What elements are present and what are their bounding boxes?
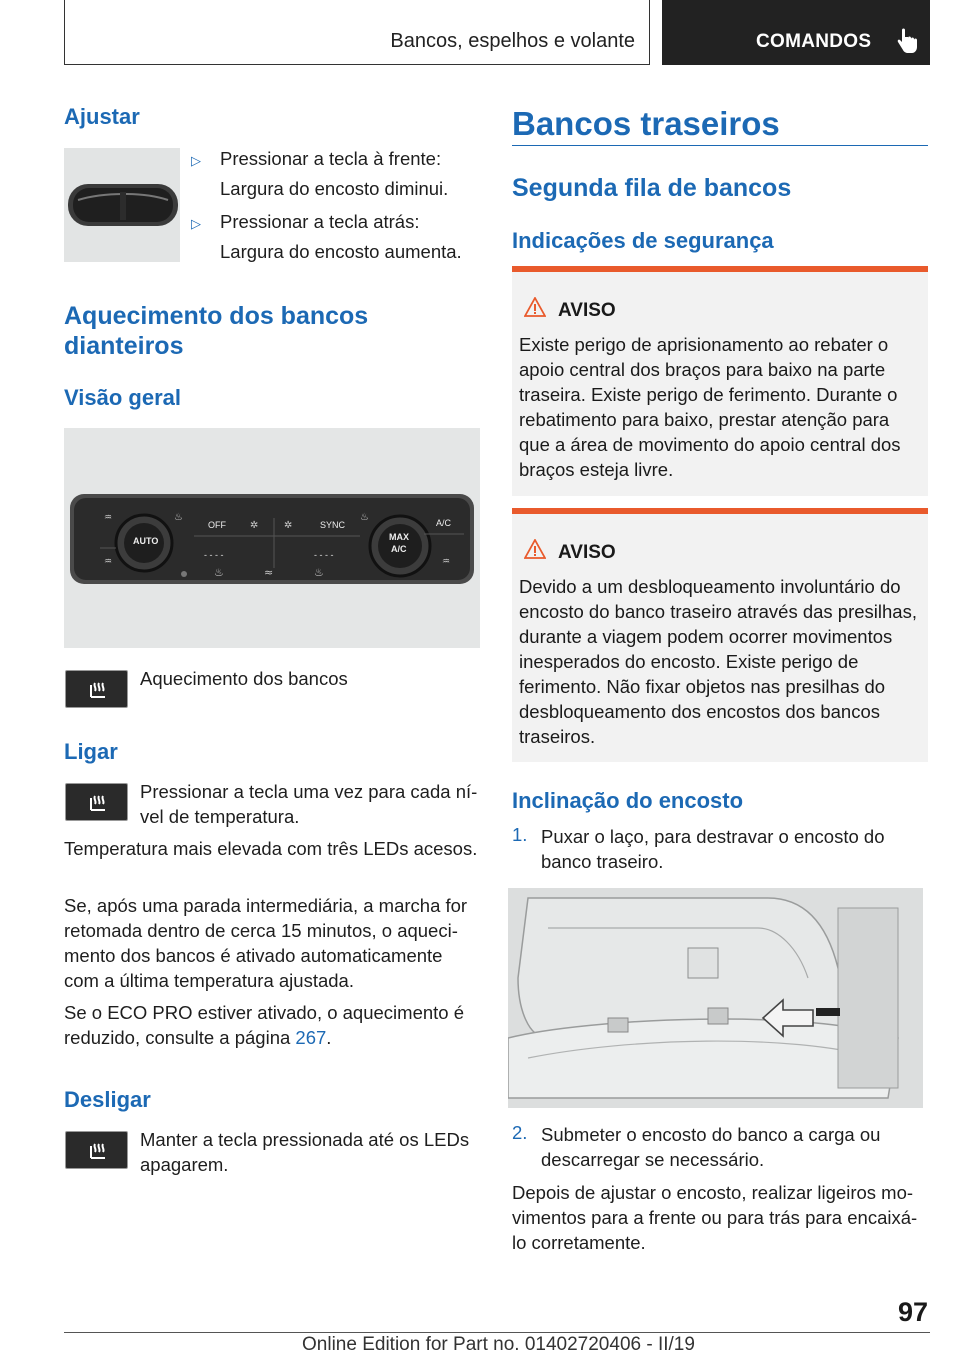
visao-geral-heading: Visão geral [64,385,181,410]
seat-heating-icon [65,1131,128,1169]
svg-text:♨: ♨ [360,512,369,523]
ajustar-action-1: Pressionar a tecla à frente: [220,148,442,169]
step-text: Puxar o laço, para destravar o encosto do banco traseiro. [541,826,885,872]
closing-paragraph: Depois de ajustar o encosto, realizar ligeiros movimentos para a frente ou para trás para encaixá-lo corretamente. [512,1182,918,1253]
ligar-p1: Temperatura mais elevada com três LEDs acesos. [64,838,478,859]
footer-divider [64,1332,930,1333]
width-adjust-button-image [64,148,180,262]
panel-max-label: MAX [389,532,409,542]
warning-triangle-icon [524,297,546,317]
footer-edition-text: Online Edition for Part no. 01402720406 - II/19 [302,1334,695,1355]
bullet-triangle-icon: ▷ [191,216,201,231]
svg-text:✲: ✲ [250,520,259,531]
panel-off-label: OFF [208,520,226,530]
ligar-p3: Se o ECO PRO estiver ativado, o aquecimento é reduzido, consulte a página 267. [64,1002,465,1048]
ajustar-result-1: Largura do encosto diminui. [220,178,449,199]
step-text: Submeter o encosto do banco a carga ou descarregar se necessário. [541,1124,881,1170]
heading-divider [512,145,928,146]
desligar-heading: Desligar [64,1087,151,1112]
indicacoes-heading: Indicações de segurança [512,228,774,253]
aquecimento-heading: Aquecimento dos bancos dianteiros [64,302,369,360]
warning-title: AVISO [558,300,616,321]
ajustar-result-2: Largura do encosto aumenta. [220,241,462,262]
svg-text:♒: ♒ [442,557,451,567]
warning-box-1 [512,266,928,496]
seat-heating-icon [65,670,128,708]
step-number: 1. [512,824,528,845]
svg-text:♨: ♨ [314,566,324,579]
bullet-triangle-icon: ▷ [191,153,201,168]
svg-text:✲: ✲ [284,520,293,531]
header-section-box [64,0,650,65]
ligar-step: Pressionar a tecla uma vez para cada nível de temperatura. [140,781,478,827]
warning-box-2 [512,508,928,762]
rear-seat-image [508,888,923,1108]
svg-text:♨: ♨ [174,512,183,523]
panel-ac-label: A/C [436,518,452,528]
inclinacao-heading: Inclinação do encosto [512,788,744,813]
svg-text:♨: ♨ [214,566,224,579]
ajustar-action-2: Pressionar a tecla atrás: [220,211,420,232]
ligar-p2: Se, após uma parada intermediária, a marcha for retomada dentro de cerca 15 minutos, o aquecimento dos bancos é ativado automaticamente com a última temperatura ajustada. [64,895,468,991]
panel-auto-label: AUTO [133,536,159,546]
hand-pointer-icon [896,28,918,54]
segunda-fila-heading: Segunda fila de bancos [512,174,792,202]
desligar-step: Manter a tecla pressionada até os LEDs apagarem. [140,1129,470,1175]
svg-text:≈: ≈ [264,566,274,579]
warning-title: AVISO [558,542,616,563]
panel-sync-label: SYNC [320,520,346,530]
svg-text:♒: ♒ [104,557,113,567]
panel-max-ac-label: A/C [391,544,407,554]
ajustar-heading: Ajustar [64,104,140,129]
bancos-traseiros-heading: Bancos traseiros [512,105,780,142]
header-chapter-box [662,0,930,65]
warning-triangle-icon [524,539,546,559]
climate-panel-image [64,428,480,648]
page-number: 97 [897,1297,928,1327]
header-section-title: Bancos, espelhos e volante [390,30,635,52]
header-chapter-title: COMANDOS [756,31,872,52]
page-reference-link[interactable]: 267 [295,1027,327,1048]
step-number: 2. [512,1122,528,1143]
warning-body: Devido a um desbloqueamento involuntário do encosto do banco traseiro através das presilhas, durante a viagem podem ocorrer movimentos inesperados do encosto. Existe perigo de ferimento. Não fixar objetos nas presilhas do desbloqueamento dos encostos dos bancos traseiros. [519,576,917,747]
warning-body: Existe perigo de aprisionamento ao rebater o apoio central dos braços para baixo na parte traseira. Existe perigo de ferimento. Durante o rebatimento para baixo, prestar atenção para que a área de movimento do apoio central dos braços esteja livre. [519,334,901,480]
seat-heating-icon [65,783,128,821]
svg-text:- - - -: - - - - [314,550,334,560]
svg-text:♒: ♒ [104,513,113,523]
svg-text:- - - -: - - - - [204,550,224,560]
seat-heating-caption: Aquecimento dos bancos [140,668,348,689]
ligar-heading: Ligar [64,739,118,764]
